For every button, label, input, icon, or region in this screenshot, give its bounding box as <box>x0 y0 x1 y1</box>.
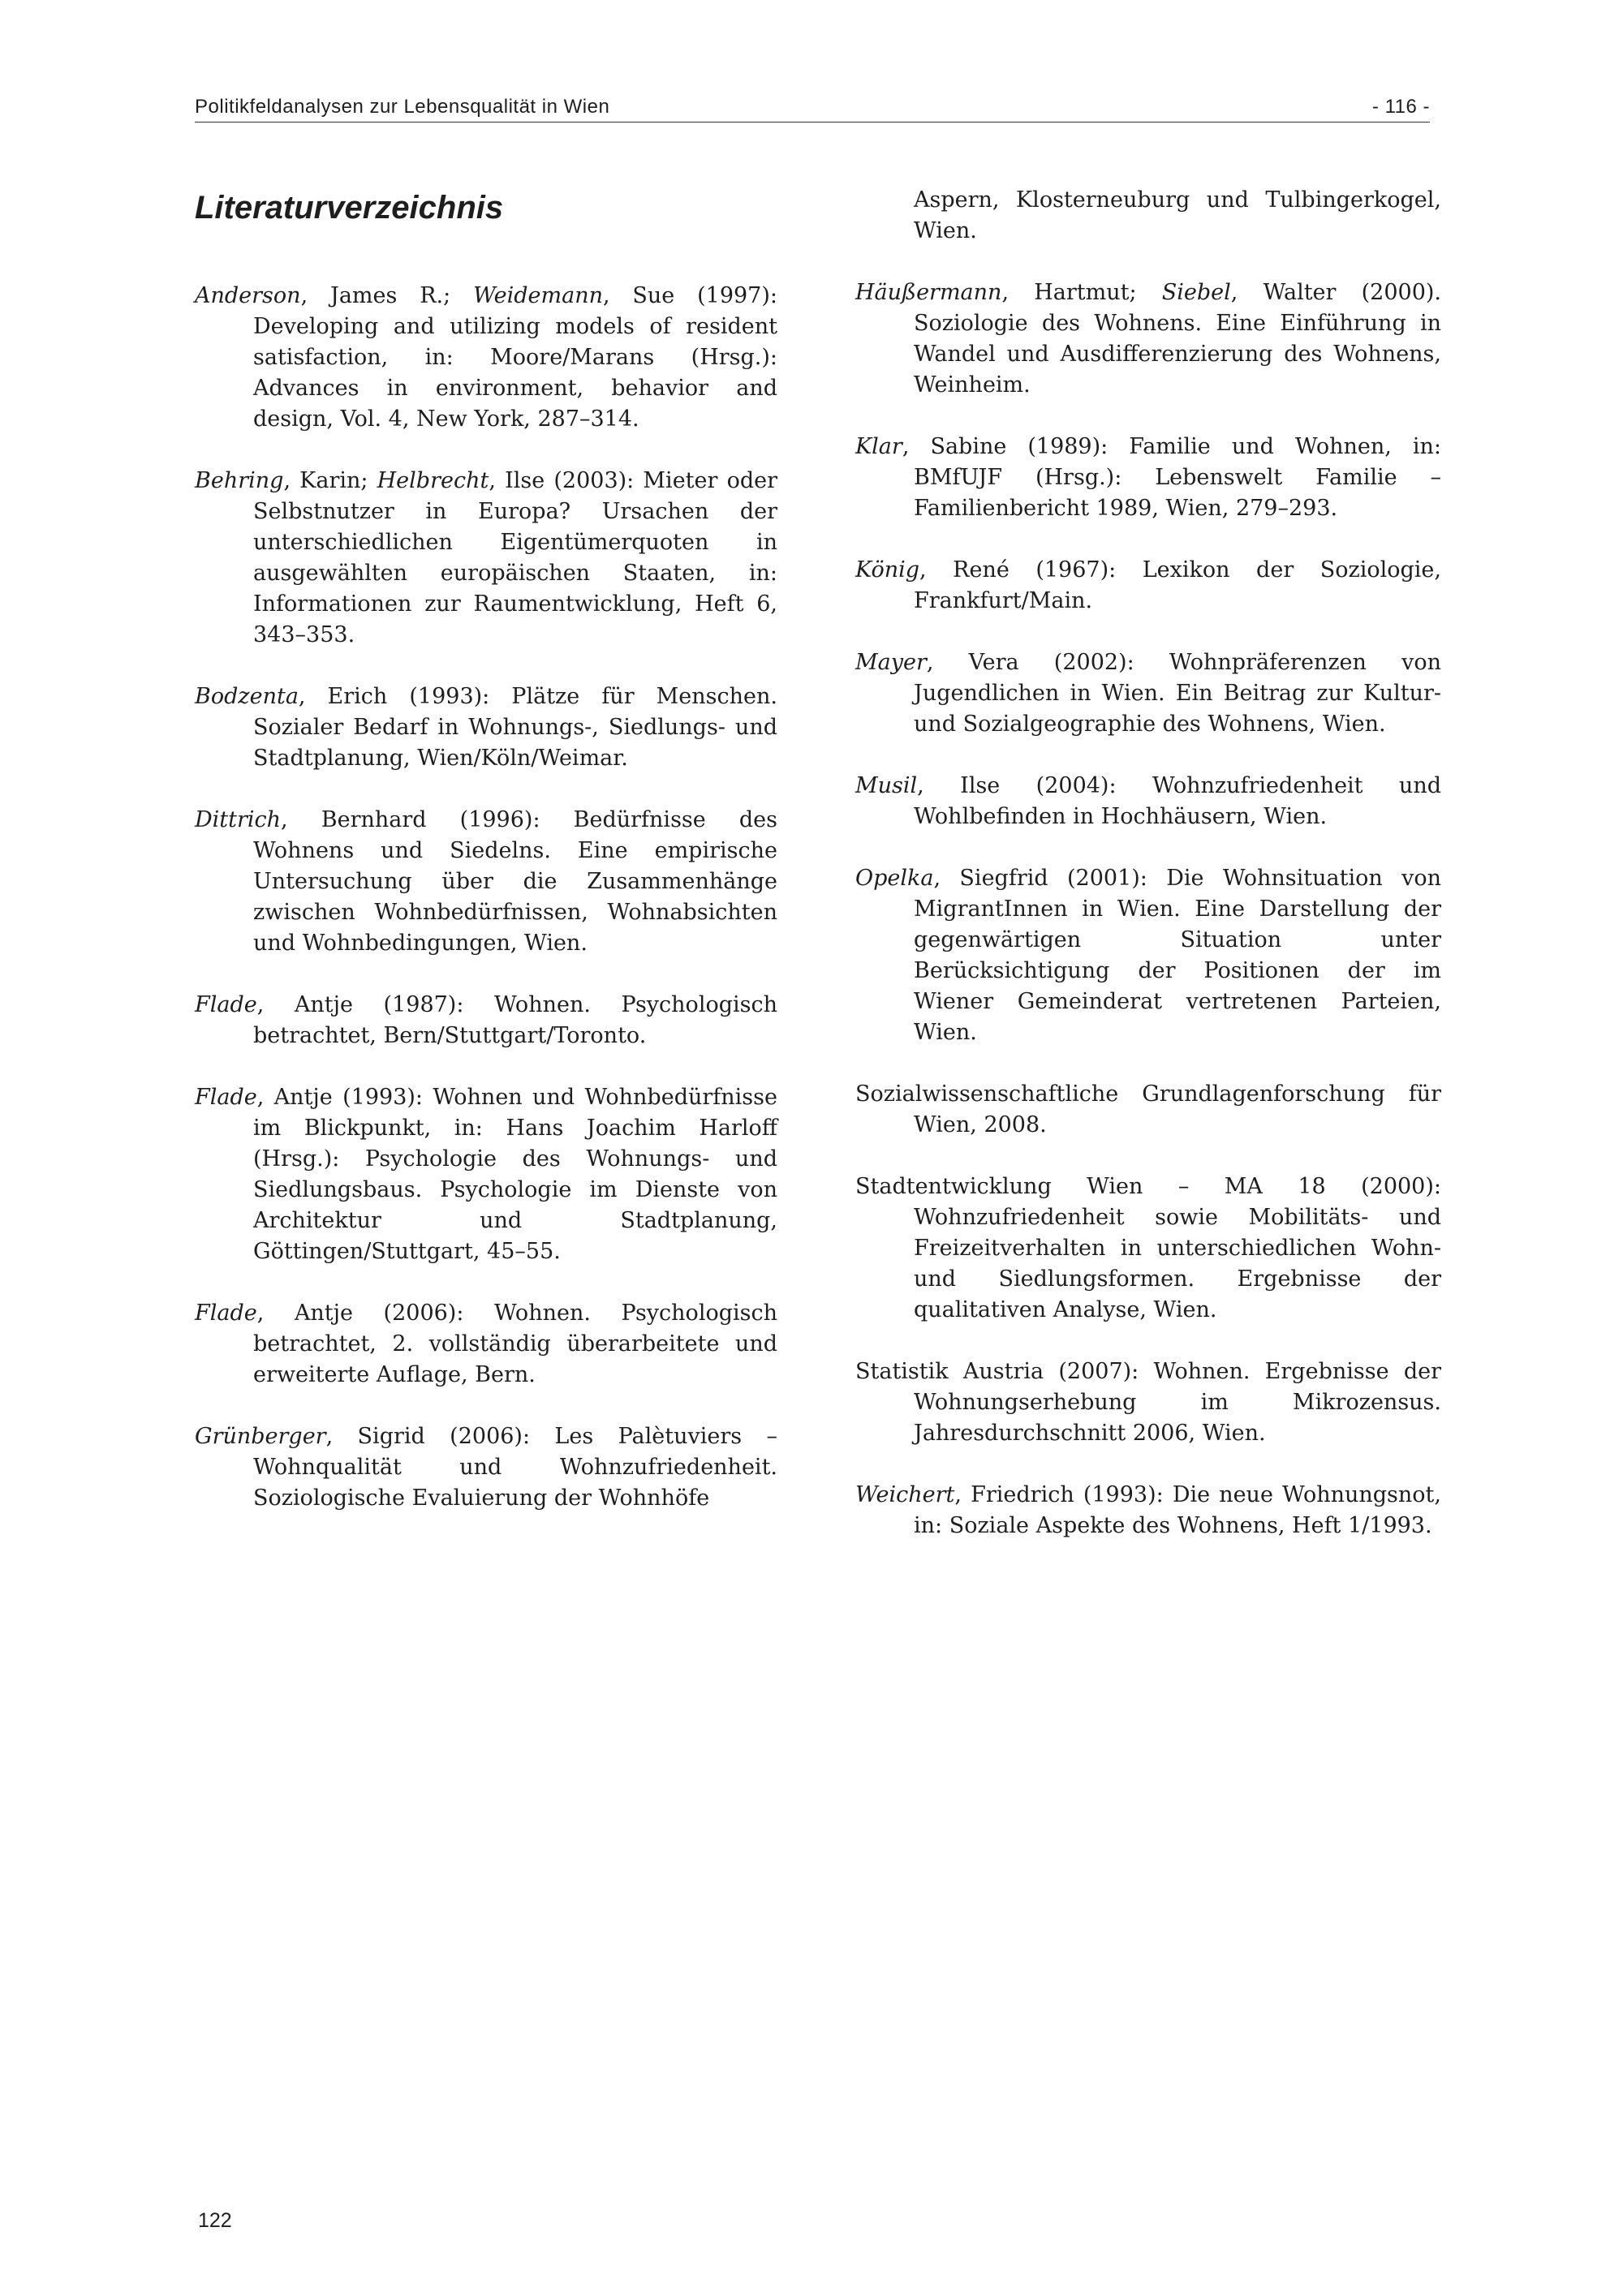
running-title: Politikfeldanalysen zur Lebensqualität in Wien <box>195 96 610 118</box>
reference-text: , Antje (1993): Wohnen und Wohnbedürfnisse im Blickpunkt, in: Hans Joachim Harloff (Hrsg.): Psychologie des Wohnungs- und Siedlungsbaus. Psychologie im Dienste von Architektur und Stadtplanung, Göttingen/Stuttgart, 45–55. <box>253 1085 777 1264</box>
reference-coauthor: Weidemann <box>473 283 603 308</box>
section-title: Literaturverzeichnis <box>195 190 504 226</box>
reference-entry <box>855 555 1441 617</box>
reference-entry <box>195 990 777 1051</box>
reference-entry <box>855 432 1441 524</box>
right-column <box>855 185 1441 1572</box>
reference-entry <box>855 1172 1441 1326</box>
reference-author: Mayer <box>855 650 927 675</box>
reference-text: , Antje (1987): Wohnen. Psychologisch betrachtet, Bern/Stuttgart/Toronto. <box>253 992 777 1048</box>
reference-entry <box>195 1421 777 1514</box>
reference-author: Klar <box>855 434 902 459</box>
reference-author: Anderson <box>195 283 301 308</box>
reference-text: , Hartmut; <box>1001 280 1162 305</box>
reference-author: Flade <box>195 992 257 1017</box>
reference-author: Dittrich <box>195 807 282 832</box>
reference-entry <box>855 1079 1441 1141</box>
reference-text: Stadtentwicklung Wien – MA 18 (2000): Wohnzufriedenheit sowie Mobilitäts- und Freizeitverhalten in unterschiedlichen Wohn- und Siedlungsformen. Ergebnisse der qualitativen Analyse, Wien. <box>855 1174 1441 1322</box>
reference-coauthor: Helbrecht <box>377 468 489 493</box>
reference-text: , Sue (1997): Developing and utilizing models of resident satisfaction, in: Moore/Marans (Hrsg.): Advances in environment, behavior and design, Vol. 4, New York, 287–314. <box>253 283 777 432</box>
reference-author: Behring <box>195 468 284 493</box>
reference-author: Flade <box>195 1085 257 1110</box>
reference-author: Bodzenta <box>195 684 299 709</box>
reference-author: Grünberger <box>195 1424 326 1449</box>
reference-text: , Ilse (2004): Wohnzufriedenheit und Wohlbefinden in Hochhäusern, Wien. <box>914 773 1441 829</box>
reference-author: Flade <box>195 1301 257 1326</box>
reference-author: Musil <box>855 773 918 798</box>
reference-text: Sozialwissenschaftliche Grundlagenforschung für Wien, 2008. <box>855 1081 1441 1137</box>
reference-author: König <box>855 557 920 583</box>
reference-entry <box>855 1357 1441 1449</box>
page-header <box>195 96 1430 123</box>
reference-text: , Siegfrid (2001): Die Wohnsituation von MigrantInnen in Wien. Eine Darstellung der gegenwärtigen Situation unter Berücksichtigung der Positionen der im Wiener Gemeinderat vertretenen Parteien, Wien. <box>914 866 1441 1045</box>
reference-text: , Erich (1993): Plätze für Menschen. Sozialer Bedarf in Wohnungs-, Siedlungs- und Stadtplanung, Wien/Köln/Weimar. <box>253 684 777 771</box>
reference-entry <box>195 281 777 435</box>
reference-entry <box>855 647 1441 740</box>
reference-text: , Vera (2002): Wohnpräferenzen von Jugendlichen in Wien. Ein Beitrag zur Kultur- und Sozialgeographie des Wohnens, Wien. <box>914 650 1441 737</box>
reference-text: , James R.; <box>300 283 474 308</box>
reference-text: , Walter (2000). Soziologie des Wohnens. Eine Einführung in Wandel und Ausdifferenzierung des Wohnens, Weinheim. <box>914 280 1441 398</box>
reference-text: , Ilse (2003): Mieter oder Selbstnutzer in Europa? Ursachen der unterschiedlichen Eigentümerquoten in ausgewählten europäischen Staaten, in: Informationen zur Raumentwicklung, Heft 6, 343–353. <box>253 468 777 647</box>
footer-page-number: 122 <box>198 2209 232 2232</box>
reference-entry <box>855 1480 1441 1541</box>
reference-author: Häußermann <box>855 280 1002 305</box>
reference-text: , René (1967): Lexikon der Soziologie, Frankfurt/Main. <box>914 557 1441 613</box>
reference-text: , Bernhard (1996): Bedürfnisse des Wohnens und Siedelns. Eine empirische Untersuchung über die Zusammenhänge zwischen Wohnbedürfnissen, Wohnabsichten und Wohnbedingungen, Wien. <box>253 807 777 956</box>
reference-entry <box>195 1298 777 1391</box>
reference-text: , Friedrich (1993): Die neue Wohnungsnot, in: Soziale Aspekte des Wohnens, Heft 1/1993. <box>914 1482 1441 1538</box>
left-column <box>195 185 777 1545</box>
reference-author: Opelka <box>855 866 934 891</box>
header-page-label: - 116 - <box>1371 96 1430 118</box>
reference-entry <box>195 681 777 774</box>
reference-entry <box>195 805 777 959</box>
reference-text: Statistik Austria (2007): Wohnen. Ergebnisse der Wohnungserhebung im Mikrozensus. Jahresdurchschnitt 2006, Wien. <box>855 1359 1441 1446</box>
reference-continuation: Aspern, Klosterneuburg und Tulbingerkogel, Wien. <box>914 187 1441 243</box>
reference-entry <box>855 771 1441 832</box>
left-reference-list <box>195 281 777 1514</box>
reference-text: , Sigrid (2006): Les Palètuviers – Wohnqualität und Wohnzufriedenheit. Soziologische Evaluierung der Wohnhöfe <box>253 1424 777 1511</box>
reference-entry <box>195 466 777 651</box>
reference-coauthor: Siebel <box>1161 280 1231 305</box>
reference-text: , Antje (2006): Wohnen. Psychologisch betrachtet, 2. vollständig überarbeitete und erweiterte Auflage, Bern. <box>253 1301 777 1387</box>
reference-author: Weichert <box>855 1482 955 1507</box>
reference-entry <box>855 863 1441 1048</box>
reference-entry <box>195 1082 777 1267</box>
reference-entry <box>855 277 1441 401</box>
reference-text: , Sabine (1989): Familie und Wohnen, in: BMfUJF (Hrsg.): Lebenswelt Familie – Familienbericht 1989, Wien, 279–293. <box>902 434 1441 521</box>
right-reference-list <box>855 277 1441 1541</box>
reference-text: , Karin; <box>283 468 377 493</box>
